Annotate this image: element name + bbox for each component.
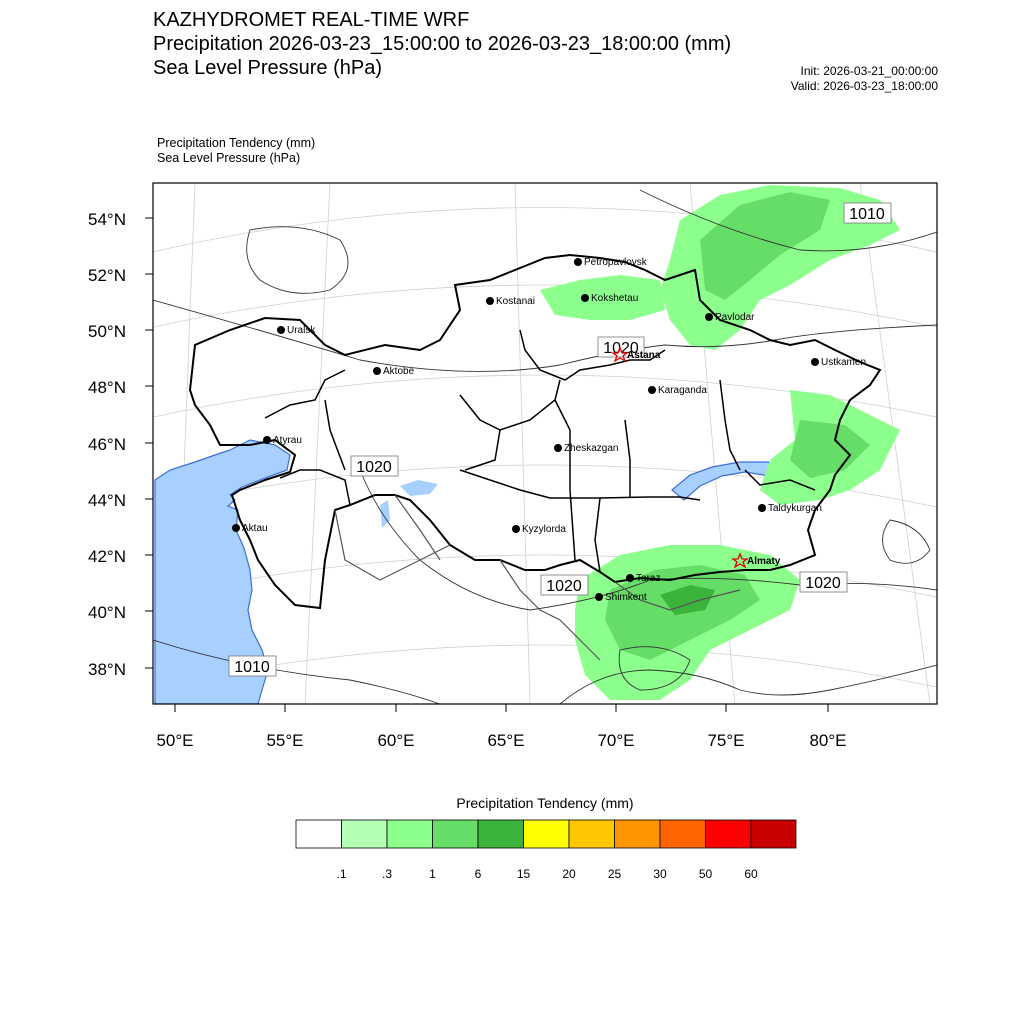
city-label: Petropavlovsk [584,257,647,268]
colorbar-swatch [660,820,706,848]
isobar-1020-central [153,300,937,371]
city-label: Uralsk [287,325,316,336]
colorbar-label: 20 [562,867,576,881]
colorbar-label: 30 [653,867,667,881]
lat-ticks [145,218,153,668]
isobar-label-text: 1020 [805,575,841,592]
chart-subtitle-slp: Sea Level Pressure (hPa) [153,57,383,79]
colorbar-swatch [387,820,433,848]
colorbar-swatch [478,820,524,848]
city-karaganda [648,385,707,396]
city-label: Taldykurgan [768,503,822,514]
lon-label: 50°E [156,731,194,750]
isobar-label-1020-south [541,575,588,595]
isobar-label-1020-west [351,456,398,476]
isobar-label-text: 1010 [234,659,270,676]
lon-label: 60°E [377,731,415,750]
city-zheskazgan [554,443,618,454]
lon-label: 70°E [597,731,635,750]
isobar-label-1010-ne [844,203,891,223]
chart-title: KAZHYDROMET REAL-TIME WRF [153,9,470,31]
city-label: Kostanai [496,296,535,307]
colorbar [296,820,796,848]
lat-label: 38°N [88,660,126,679]
lon-label: 80°E [809,731,847,750]
field-label-precip: Precipitation Tendency (mm) [157,136,316,150]
city-label: Aktobe [383,366,415,377]
colorbar-swatch [342,820,388,848]
lat-label: 44°N [88,491,126,510]
city-label: Karaganda [658,385,707,396]
field-label-slp: Sea Level Pressure (hPa) [157,151,301,165]
colorbar-label: 25 [607,867,622,881]
colorbar-label: .1 [336,867,347,881]
city-kostanai [486,296,535,307]
colorbar-label: 60 [744,867,758,881]
city-label: Ustkamen [821,357,867,368]
isobar-west-loop [247,227,348,294]
lat-labels [88,210,126,679]
init-time: Init: 2026-03-21_00:00:00 [800,64,938,78]
lat-label: 48°N [88,378,126,397]
colorbar-swatch [615,820,661,848]
city-uralsk [277,325,316,336]
lat-label: 42°N [88,547,126,566]
city-kyzylorda [512,524,566,535]
city-aktobe [373,366,415,377]
isobar-label-text: 1020 [356,459,392,476]
isobar-label-1010-sw [229,656,276,676]
city-petropavlovsk [574,257,648,268]
colorbar-swatch [706,820,752,848]
aral-sea [400,480,438,496]
city-label: Astana [627,350,661,361]
colorbar-label: 1 [429,867,436,881]
lat-label: 46°N [88,435,126,454]
lon-label: 55°E [266,731,304,750]
colorbar-label: 6 [474,867,482,881]
lon-ticks [175,704,828,712]
colorbar-swatch [433,820,479,848]
city-label: Shimkent [605,592,647,603]
isobar-label-text: 1010 [849,206,885,223]
lat-label: 50°N [88,322,126,341]
city-label: Taraz [636,573,661,584]
chart-subtitle-precip: Precipitation 2026-03-23_15:00:00 to 2026-03-23_18:00:00 (mm) [153,33,732,55]
city-label: Kyzylorda [522,524,566,535]
isobar-label-1020-east [800,572,847,592]
valid-time: Valid: 2026-03-23_18:00:00 [790,79,938,93]
isobar-label-text: 1020 [546,578,582,595]
colorbar-labels [336,867,758,881]
colorbar-title: Precipitation Tendency (mm) [456,795,634,811]
city-label: Almaty [747,556,781,567]
lon-label: 65°E [487,731,525,750]
colorbar-label: .3 [381,867,393,881]
colorbar-swatch [569,820,615,848]
colorbar-swatch [751,820,796,848]
colorbar-swatch [296,820,342,848]
city-taldykurgan [758,503,822,514]
city-label: Aktau [242,523,268,534]
lon-labels [156,731,846,750]
city-label: Zheskazgan [564,443,619,454]
lat-label: 52°N [88,266,126,285]
city-label: Kokshetau [591,293,639,304]
colorbar-label: 50 [698,867,713,881]
lat-label: 40°N [88,603,126,622]
city-label: Atyrau [273,435,302,446]
oblast-borders [265,330,815,572]
lon-label: 75°E [707,731,745,750]
city-ustkamen [811,357,866,368]
colorbar-swatch [524,820,570,848]
lat-label: 54°N [88,210,126,229]
aral-sea-west [380,500,390,528]
isobar-label-text: 1020 [603,340,639,357]
city-label: Pavlodar [715,312,755,323]
colorbar-label: 15 [516,867,531,881]
